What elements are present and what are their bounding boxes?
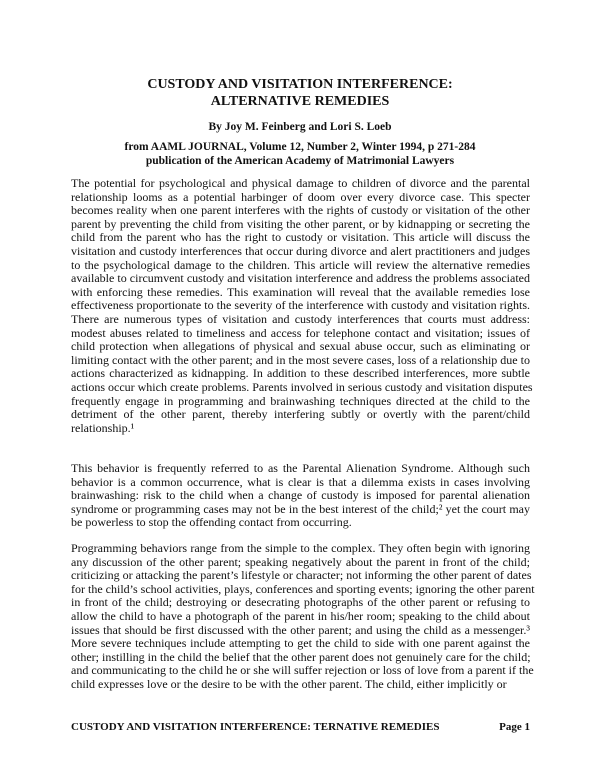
page-number: Page 1	[499, 721, 530, 733]
text-line: actions occur which create problems. Parents involved in serious custody and visitation disputes	[71, 379, 533, 394]
text-line: There are numerous types of visitation and custody interferences that courts must address:	[71, 311, 530, 326]
text-line: with enforcing these remedies. This examination will reveal that the available remedies lose	[71, 284, 530, 299]
text-line: to the psychological damage to the children. This article will review the alternative remedies	[71, 257, 530, 272]
text-line: detriment of the other parent, thereby interfering subtly or overtly with the parent/child	[71, 407, 530, 422]
text-line: any discussion of the other parent; speaking negatively about the parent in front of the child;	[71, 554, 530, 569]
text-line: allow the child to have a photograph of the parent in his/her room; speaking to the child about	[71, 608, 530, 623]
text-line: syndrome or programming cases may not be in the best interest of the child;² yet the court may	[71, 501, 530, 516]
text-line: child protection when allegations of physical and sexual abuse occur, such as eliminating or	[71, 339, 530, 354]
text-line: for the child’s school activities, plays, conferences and sporting events; ignoring the other parent	[71, 581, 535, 596]
text-line: limiting contact with the other parent; and in the most severe cases, loss of a relationship due to	[71, 352, 530, 367]
text-line: issues that should be first discussed with the other parent; and using the child as a messenger.³	[71, 622, 530, 637]
paragraph-3	[71, 541, 535, 692]
text-line: More severe techniques include attempting to get the child to side with one parent against the	[71, 636, 530, 651]
text-line: This behavior is frequently referred to as the Parental Alienation Syndrome. Although such	[71, 461, 530, 475]
text-line: modest abuses related to timeliness and access for telephone contact and visitation; issues of	[71, 325, 530, 340]
text-line: visitation and custody interferences that occur during divorce and alert practitioners and judges	[71, 243, 530, 258]
source-citation: from AAML JOURNAL, Volume 12, Number 2, Winter 1994, p 271-284	[124, 141, 476, 153]
text-line: frequently engage in programming and brainwashing techniques directed at the child to the	[71, 393, 530, 408]
text-line: Programming behaviors range from the simple to the complex. They often begin with ignoring	[71, 541, 530, 555]
text-line: other; instilling in the child the belief that the other parent does not genuinely care for the child;	[71, 649, 531, 664]
text-line: becomes reality when one parent interferes with the rights of custody or visitation of the other	[71, 203, 530, 218]
text-line: parent by preventing the child from visiting the other parent, or by kidnapping or secreting the	[71, 216, 530, 231]
text-line: available to circumvent custody and visitation interference and address the problems associated	[71, 271, 530, 286]
document-title-line-1: CUSTODY AND VISITATION INTERFERENCE:	[147, 77, 453, 92]
text-line: The potential for psychological and physical damage to children of divorce and the parental	[71, 176, 530, 190]
paragraph-1	[71, 176, 533, 435]
text-line: in front of the child; destroying or desecrating photographs of the other parent or refusing to	[71, 595, 530, 610]
text-line: child from the parent who has the right to custody or visitation. This article will discuss the	[71, 230, 530, 245]
text-line: and communicating to the child he or she will suffer rejection or loss of love from a parent if the	[71, 663, 534, 678]
text-line: relationship.¹	[71, 420, 135, 435]
text-line: brainwashing: risk to the child when a change of custody is imposed for parental alienation	[71, 488, 530, 503]
text-line: criticizing or attacking the parent’s lifestyle or character; not informing the other parent of dates	[71, 568, 532, 583]
running-title: CUSTODY AND VISITATION INTERFERENCE: TERNATIVE REMEDIES	[71, 721, 440, 733]
page-footer	[71, 721, 530, 734]
text-line: effectiveness proportionate to the severity of the interference with custody and visitation rights.	[71, 298, 530, 313]
text-line: actions characterized as kidnapping. In addition to these described interferences, more subtle	[71, 366, 530, 381]
text-line: child expresses love or the desire to be with the other parent. The child, either implicitly or	[71, 676, 507, 691]
text-line: behavior is a common occurrence, what is clear is that a dilemma exists in cases involving	[71, 474, 530, 489]
document-title-line-2: ALTERNATIVE REMEDIES	[210, 94, 390, 109]
text-line: be powerless to stop the offending contact from occurring.	[71, 515, 352, 530]
authors: By Joy M. Feinberg and Lori S. Loeb	[208, 121, 392, 133]
paragraph-2	[71, 462, 530, 530]
text-line: relationship looms as a potential harbinger of doom over every divorce case. This specter	[71, 189, 530, 204]
publisher: publication of the American Academy of Matrimonial Lawyers	[145, 155, 455, 167]
